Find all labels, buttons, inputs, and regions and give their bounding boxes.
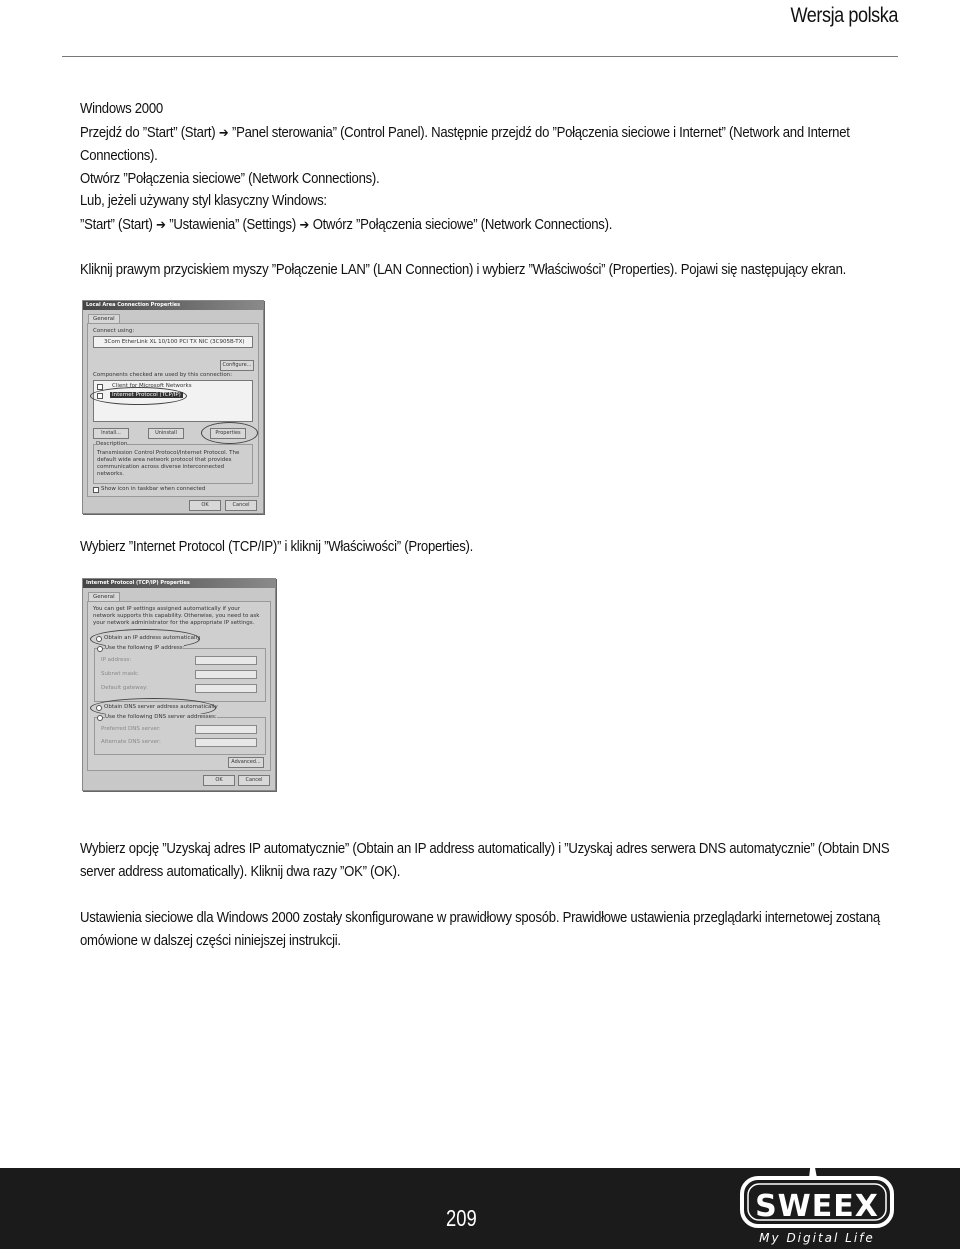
- ip-address-label: IP address:: [101, 657, 132, 663]
- paragraph-2-line-2: ”Start” (Start) ➔ ”Ustawienia” (Settings) ➔ Otwórz ”Połączenia sieciowe” (Network Connections).: [80, 217, 613, 233]
- dialog-title-bar: Local Area Connection Properties: [83, 301, 263, 310]
- lan-properties-dialog: [82, 300, 264, 514]
- dialog-title-bar: Internet Protocol (TCP/IP) Properties: [83, 579, 275, 588]
- preferred-dns-label: Preferred DNS server:: [101, 726, 161, 732]
- uninstall-button[interactable]: Uninstall: [148, 428, 184, 439]
- dns-group: [94, 714, 266, 755]
- adapter-box: [93, 336, 253, 348]
- ok-button[interactable]: OK: [203, 775, 235, 786]
- subnet-label: Subnet mask:: [101, 671, 139, 677]
- intro-text: You can get IP settings assigned automatically if your network supports this capability. Otherwise, you need to ask your network administrator for the appropriate IP settings.: [93, 606, 260, 626]
- connect-using-label: Connect using:: [93, 328, 135, 334]
- paragraph-1-line-2: Otwórz ”Połączenia sieciowe” (Network Connections).: [80, 171, 380, 187]
- advanced-button[interactable]: Advanced...: [228, 757, 264, 768]
- cancel-button[interactable]: Cancel: [238, 775, 270, 786]
- adapter-name: 3Com EtherLink XL 10/100 PCI TX NIC (3C905B-TX): [104, 339, 245, 345]
- paragraph-4-text: Wybierz ”Internet Protocol (TCP/IP)” i kliknij ”Właściwości” (Properties).: [80, 539, 473, 555]
- dialog-panel: [87, 601, 271, 771]
- paragraph-6-text: Ustawienia sieciowe dla Windows 2000 zostały skonfigurowane w prawidłowy sposób. Prawidłowe ustawienia przeglądarki internetowej zostaną omówione w dalszej części niniejszej instrukcji.: [80, 910, 880, 949]
- page-number: 209: [446, 1205, 477, 1231]
- install-button[interactable]: Install...: [93, 428, 129, 439]
- ok-button[interactable]: OK: [189, 500, 221, 511]
- gateway-label: Default gateway:: [101, 685, 148, 691]
- tcpip-properties-dialog: [82, 578, 276, 791]
- arrow-right-icon: ➔: [218, 125, 229, 140]
- logo-brand: SWEEX: [755, 1189, 879, 1224]
- description-label: Description: [96, 441, 128, 447]
- tab-general[interactable]: General: [88, 314, 120, 323]
- paragraph-6: [80, 907, 880, 953]
- logo-tagline: My Digital Life: [759, 1231, 875, 1245]
- highlight-oval: [201, 422, 258, 444]
- properties-button[interactable]: Properties: [210, 428, 246, 439]
- preferred-dns-field[interactable]: [195, 725, 257, 734]
- alternate-dns-label: Alternate DNS server:: [101, 739, 161, 745]
- obtain-ip-label: Obtain an IP address automatically: [104, 635, 201, 641]
- description-group: [93, 441, 253, 484]
- paragraph-3-text: Kliknij prawym przyciskiem myszy ”Połączenie LAN” (LAN Connection) i wybierz ”Właściwości” (Properties). Pojawi się następujący ekran.: [80, 262, 846, 278]
- gateway-field[interactable]: [195, 684, 257, 693]
- components-list[interactable]: [93, 380, 253, 422]
- use-ip-label: Use the following IP address:: [105, 645, 185, 651]
- show-icon-label: Show icon in taskbar when connected: [101, 486, 206, 492]
- paragraph-3: [80, 259, 846, 282]
- highlight-oval: [90, 387, 187, 405]
- tab-general[interactable]: General: [88, 592, 120, 601]
- ip-address-field[interactable]: [195, 656, 257, 665]
- components-label: Components checked are used by this connection:: [93, 372, 233, 378]
- dialog-panel: [87, 323, 259, 497]
- component-client[interactable]: Client for Microsoft Networks: [112, 383, 192, 389]
- arrow-right-icon: ➔: [299, 217, 310, 232]
- paragraph-2-line-1: Lub, jeżeli używany styl klasyczny Windows:: [80, 193, 327, 209]
- header-divider: [62, 56, 898, 57]
- page-header-title: Wersja polska: [790, 4, 898, 27]
- component-tcpip[interactable]: Internet Protocol (TCP/IP): [112, 392, 181, 398]
- sweex-logo: [738, 1150, 898, 1254]
- configure-button[interactable]: Configure...: [220, 360, 254, 371]
- arrow-right-icon: ➔: [156, 217, 166, 232]
- obtain-dns-label: Obtain DNS server address automatically: [104, 704, 218, 710]
- cancel-button[interactable]: Cancel: [225, 500, 257, 511]
- show-icon-checkbox[interactable]: [93, 487, 99, 493]
- paragraph-5: [80, 838, 890, 884]
- use-dns-label: Use the following DNS server addresses:: [105, 714, 217, 720]
- paragraph-4: [80, 536, 818, 559]
- use-dns-radio[interactable]: [97, 715, 103, 721]
- section-title: Windows 2000: [80, 101, 163, 117]
- description-text: Transmission Control Protocol/Internet Protocol. The default wide area network protocol that provides communication across diverse interconnected networks.: [97, 450, 240, 477]
- subnet-field[interactable]: [195, 670, 257, 679]
- instructions-block-1: [80, 98, 850, 191]
- instructions-block-2: [80, 190, 818, 237]
- paragraph-5-text: Wybierz opcję ”Uzyskaj adres IP automatycznie” (Obtain an IP address automatically) i ”Uzyskaj adres serwera DNS automatycznie” (Obtain DNS server address automatically). Kliknij dwa razy ”OK” (OK).: [80, 841, 890, 880]
- paragraph-1-line-1: Przejdź do ”Start” (Start) ➔ ”Panel sterowania” (Control Panel). Następnie przejdź do ”Połączenia sieciowe i Internet” (Network and Internet Connections).: [80, 125, 850, 164]
- ip-address-group: [94, 645, 266, 702]
- alternate-dns-field[interactable]: [195, 738, 257, 747]
- use-ip-radio[interactable]: [97, 646, 103, 652]
